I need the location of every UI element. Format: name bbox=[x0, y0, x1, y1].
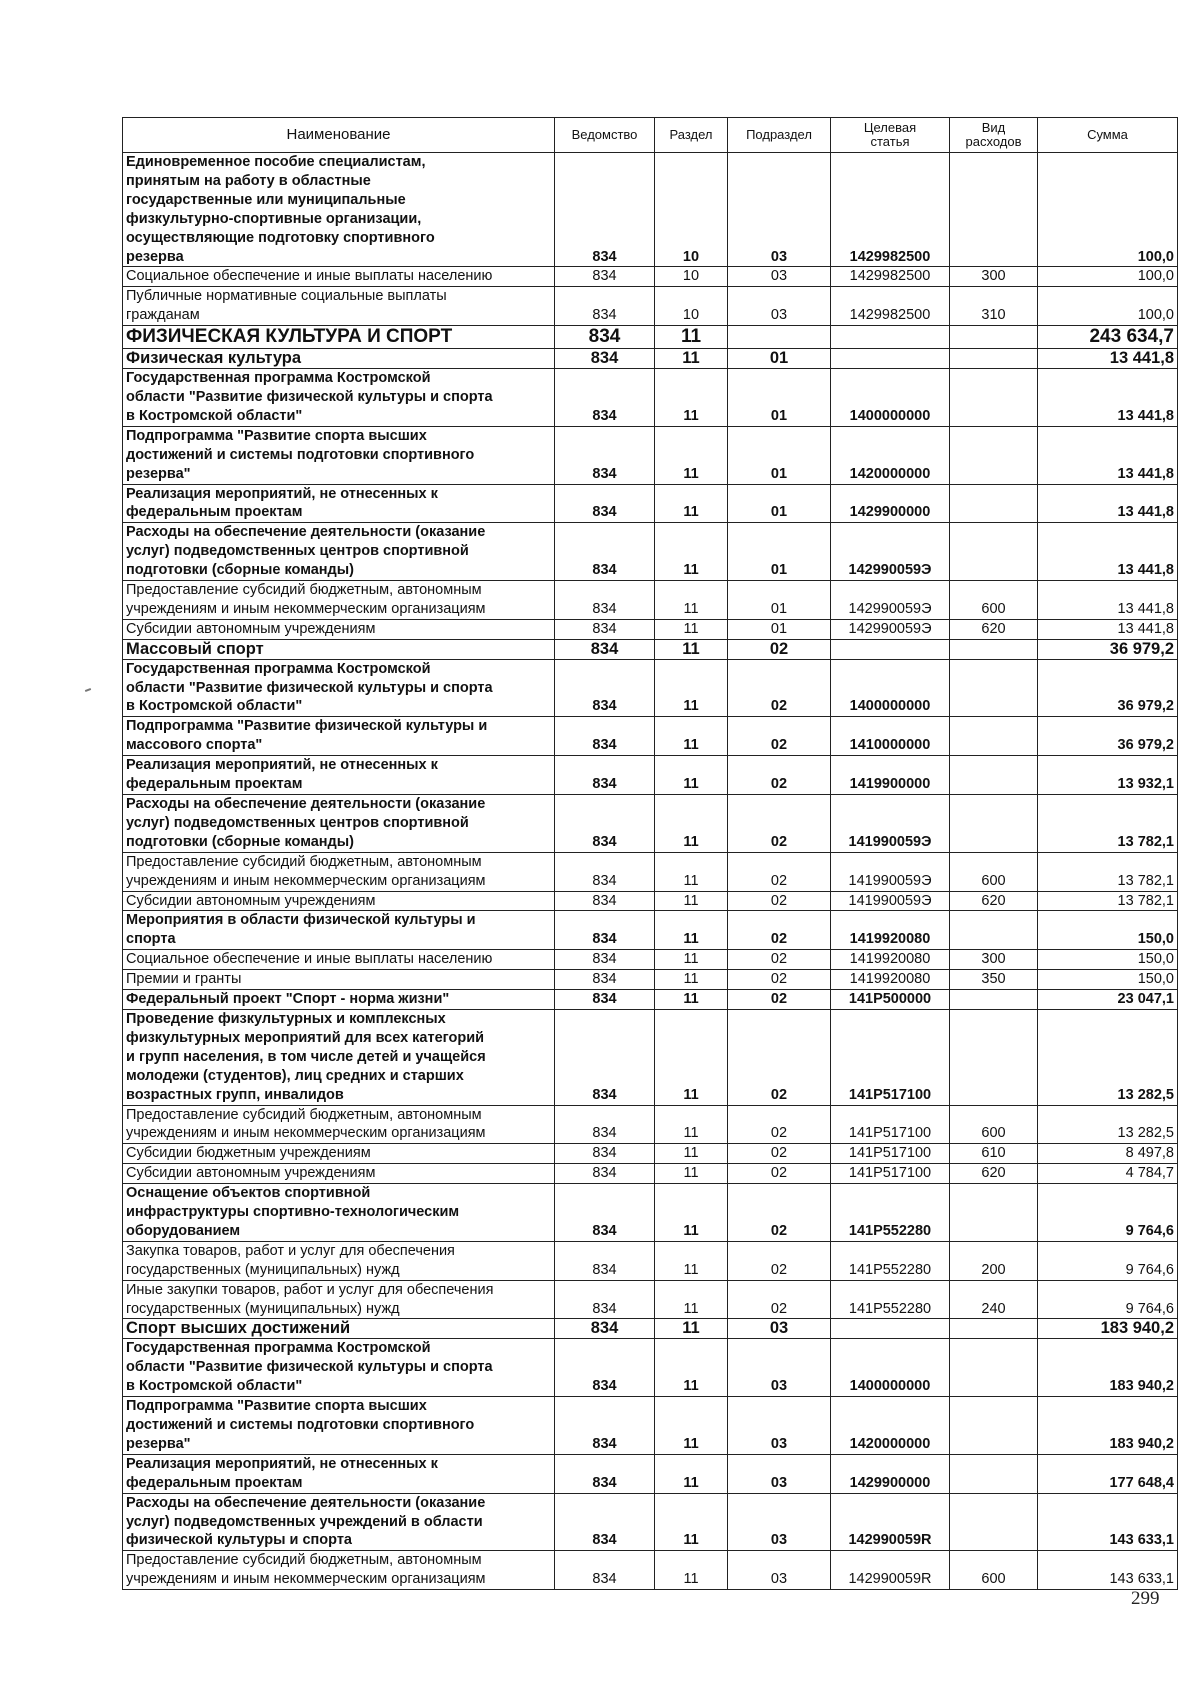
cell-section: 11 bbox=[655, 1339, 728, 1397]
cell-name: Спорт высших достижений bbox=[123, 1319, 555, 1339]
cell-subsection: 02 bbox=[728, 970, 831, 990]
cell-section: 11 bbox=[655, 1009, 728, 1105]
cell-sum: 183 940,2 bbox=[1038, 1339, 1178, 1397]
cell-section: 11 bbox=[655, 639, 728, 659]
cell-sum: 143 633,1 bbox=[1038, 1551, 1178, 1590]
cell-target-article: 141990059Э bbox=[831, 852, 950, 891]
cell-section: 11 bbox=[655, 1280, 728, 1319]
table-row bbox=[123, 1339, 1178, 1397]
cell-name: Реализация мероприятий, не отнесенных к федеральным проектам bbox=[123, 756, 555, 795]
cell-name: Иные закупки товаров, работ и услуг для обеспечения государственных (муниципальных) нужд bbox=[123, 1280, 555, 1319]
table-row bbox=[123, 717, 1178, 756]
cell-sum: 13 282,5 bbox=[1038, 1105, 1178, 1144]
cell-expense-type: 600 bbox=[950, 581, 1038, 620]
cell-target-article: 141P552280 bbox=[831, 1184, 950, 1242]
cell-name: Предоставление субсидий бюджетным, автономным учреждениям и иным некоммерческим организациям bbox=[123, 581, 555, 620]
cell-section: 10 bbox=[655, 153, 728, 267]
cell-expense-type: 610 bbox=[950, 1144, 1038, 1164]
cell-section: 11 bbox=[655, 990, 728, 1010]
cell-sum: 23 047,1 bbox=[1038, 990, 1178, 1010]
cell-sum: 100,0 bbox=[1038, 153, 1178, 267]
cell-section: 10 bbox=[655, 267, 728, 287]
cell-name: Субсидии автономным учреждениям bbox=[123, 1164, 555, 1184]
cell-section: 11 bbox=[655, 1105, 728, 1144]
cell-subsection bbox=[728, 326, 831, 349]
table-row bbox=[123, 523, 1178, 581]
cell-expense-type bbox=[950, 523, 1038, 581]
table-row bbox=[123, 990, 1178, 1010]
cell-department: 834 bbox=[555, 153, 655, 267]
cell-section: 11 bbox=[655, 484, 728, 523]
cell-expense-type: 600 bbox=[950, 852, 1038, 891]
cell-department: 834 bbox=[555, 1164, 655, 1184]
cell-department: 834 bbox=[555, 369, 655, 427]
table-row bbox=[123, 349, 1178, 369]
cell-section: 11 bbox=[655, 1454, 728, 1493]
cell-target-article bbox=[831, 1319, 950, 1339]
cell-sum: 13 441,8 bbox=[1038, 484, 1178, 523]
cell-name: Подпрограмма "Развитие физической культуры и массового спорта" bbox=[123, 717, 555, 756]
cell-subsection: 01 bbox=[728, 349, 831, 369]
table-row bbox=[123, 1454, 1178, 1493]
cell-target-article: 142990059Э bbox=[831, 619, 950, 639]
table-body bbox=[123, 153, 1178, 1590]
cell-target-article: 1420000000 bbox=[831, 426, 950, 484]
cell-name: Единовременное пособие специалистам, принятым на работу в областные государственные или муниципальные физкультурно-спортивные организации, осуществляющие подготовку спортивного резерва bbox=[123, 153, 555, 267]
cell-subsection: 03 bbox=[728, 267, 831, 287]
cell-name: Расходы на обеспечение деятельности (оказание услуг) подведомственных учреждений в области физической культуры и спорта bbox=[123, 1493, 555, 1551]
cell-department: 834 bbox=[555, 349, 655, 369]
cell-target-article: 1429982500 bbox=[831, 287, 950, 326]
cell-section: 11 bbox=[655, 369, 728, 427]
table-row bbox=[123, 891, 1178, 911]
cell-section: 11 bbox=[655, 1184, 728, 1242]
cell-expense-type bbox=[950, 1009, 1038, 1105]
cell-department: 834 bbox=[555, 717, 655, 756]
cell-sum: 8 497,8 bbox=[1038, 1144, 1178, 1164]
table-row bbox=[123, 1105, 1178, 1144]
cell-sum: 150,0 bbox=[1038, 950, 1178, 970]
cell-subsection: 03 bbox=[728, 1397, 831, 1455]
table-row bbox=[123, 153, 1178, 267]
cell-target-article: 141P552280 bbox=[831, 1241, 950, 1280]
cell-target-article: 141990059Э bbox=[831, 891, 950, 911]
table-row bbox=[123, 911, 1178, 950]
table-row bbox=[123, 659, 1178, 717]
cell-target-article bbox=[831, 326, 950, 349]
cell-subsection: 02 bbox=[728, 950, 831, 970]
cell-expense-type: 600 bbox=[950, 1105, 1038, 1144]
cell-section: 11 bbox=[655, 1397, 728, 1455]
cell-department: 834 bbox=[555, 891, 655, 911]
cell-target-article: 142990059Э bbox=[831, 523, 950, 581]
cell-expense-type bbox=[950, 659, 1038, 717]
table-row bbox=[123, 369, 1178, 427]
cell-subsection: 02 bbox=[728, 1241, 831, 1280]
header-section: Раздел bbox=[655, 118, 728, 153]
cell-expense-type bbox=[950, 153, 1038, 267]
table-row bbox=[123, 1551, 1178, 1590]
cell-expense-type: 200 bbox=[950, 1241, 1038, 1280]
cell-department: 834 bbox=[555, 287, 655, 326]
cell-subsection: 01 bbox=[728, 369, 831, 427]
table-row bbox=[123, 287, 1178, 326]
cell-name: Расходы на обеспечение деятельности (оказание услуг) подведомственных центров спортивной подготовки (сборные команды) bbox=[123, 523, 555, 581]
table-row bbox=[123, 267, 1178, 287]
cell-sum: 13 282,5 bbox=[1038, 1009, 1178, 1105]
cell-subsection: 01 bbox=[728, 484, 831, 523]
cell-sum: 150,0 bbox=[1038, 970, 1178, 990]
cell-section: 11 bbox=[655, 1241, 728, 1280]
cell-department: 834 bbox=[555, 1493, 655, 1551]
cell-target-article bbox=[831, 349, 950, 369]
header-department: Ведомство bbox=[555, 118, 655, 153]
budget-table bbox=[122, 117, 1178, 1590]
cell-section: 11 bbox=[655, 349, 728, 369]
cell-sum: 36 979,2 bbox=[1038, 659, 1178, 717]
cell-section: 11 bbox=[655, 970, 728, 990]
cell-name: Физическая культура bbox=[123, 349, 555, 369]
cell-name: Федеральный проект "Спорт - норма жизни" bbox=[123, 990, 555, 1010]
cell-subsection: 01 bbox=[728, 523, 831, 581]
cell-department: 834 bbox=[555, 1551, 655, 1590]
cell-expense-type bbox=[950, 369, 1038, 427]
cell-target-article: 1419920080 bbox=[831, 950, 950, 970]
cell-target-article: 1419920080 bbox=[831, 911, 950, 950]
cell-section: 11 bbox=[655, 1164, 728, 1184]
cell-department: 834 bbox=[555, 852, 655, 891]
cell-name: Субсидии бюджетным учреждениям bbox=[123, 1144, 555, 1164]
header-name: Наименование bbox=[123, 118, 555, 153]
header-target-article-text: Целевая статья bbox=[863, 120, 917, 149]
table-row bbox=[123, 484, 1178, 523]
cell-expense-type bbox=[950, 1319, 1038, 1339]
cell-name: Субсидии автономным учреждениям bbox=[123, 619, 555, 639]
table-row bbox=[123, 326, 1178, 349]
cell-target-article: 141P517100 bbox=[831, 1009, 950, 1105]
cell-department: 834 bbox=[555, 1105, 655, 1144]
cell-department: 834 bbox=[555, 523, 655, 581]
page-number: 299 bbox=[1131, 1588, 1160, 1609]
cell-name: Государственная программа Костромской области "Развитие физической культуры и спорта в Костромской области" bbox=[123, 1339, 555, 1397]
cell-department: 834 bbox=[555, 1397, 655, 1455]
cell-expense-type bbox=[950, 990, 1038, 1010]
cell-name: Проведение физкультурных и комплексных физкультурных мероприятий для всех категорий и групп населения, в том числе детей и учащейся молодежи (студентов), лиц средних и старших возрастных групп, инвалидов bbox=[123, 1009, 555, 1105]
cell-name: Расходы на обеспечение деятельности (оказание услуг) подведомственных центров спортивной подготовки (сборные команды) bbox=[123, 795, 555, 853]
cell-sum: 100,0 bbox=[1038, 267, 1178, 287]
cell-department: 834 bbox=[555, 1319, 655, 1339]
cell-section: 11 bbox=[655, 659, 728, 717]
cell-target-article: 141990059Э bbox=[831, 795, 950, 853]
cell-expense-type bbox=[950, 756, 1038, 795]
cell-subsection: 02 bbox=[728, 1009, 831, 1105]
cell-expense-type bbox=[950, 326, 1038, 349]
scan-speck bbox=[85, 688, 91, 692]
cell-department: 834 bbox=[555, 795, 655, 853]
cell-sum: 13 441,8 bbox=[1038, 349, 1178, 369]
cell-department: 834 bbox=[555, 756, 655, 795]
cell-expense-type: 600 bbox=[950, 1551, 1038, 1590]
cell-expense-type bbox=[950, 426, 1038, 484]
cell-target-article: 141P552280 bbox=[831, 1280, 950, 1319]
cell-subsection: 02 bbox=[728, 1144, 831, 1164]
table-row bbox=[123, 852, 1178, 891]
table-row bbox=[123, 1164, 1178, 1184]
header-expense-type-text: Вид расходов bbox=[965, 120, 1022, 149]
table-row bbox=[123, 1144, 1178, 1164]
cell-name: Мероприятия в области физической культуры и спорта bbox=[123, 911, 555, 950]
cell-target-article bbox=[831, 639, 950, 659]
cell-expense-type: 300 bbox=[950, 267, 1038, 287]
cell-subsection: 01 bbox=[728, 619, 831, 639]
cell-section: 11 bbox=[655, 911, 728, 950]
cell-sum: 9 764,6 bbox=[1038, 1280, 1178, 1319]
cell-expense-type bbox=[950, 349, 1038, 369]
cell-name: Массовый спорт bbox=[123, 639, 555, 659]
cell-sum: 9 764,6 bbox=[1038, 1241, 1178, 1280]
cell-sum: 13 441,8 bbox=[1038, 523, 1178, 581]
cell-department: 834 bbox=[555, 1184, 655, 1242]
header-row bbox=[123, 118, 1178, 153]
table-row bbox=[123, 1184, 1178, 1242]
cell-target-article: 1410000000 bbox=[831, 717, 950, 756]
cell-name: Социальное обеспечение и иные выплаты населению bbox=[123, 950, 555, 970]
cell-subsection: 03 bbox=[728, 1454, 831, 1493]
cell-department: 834 bbox=[555, 484, 655, 523]
table-header bbox=[123, 118, 1178, 153]
cell-name: Подпрограмма "Развитие спорта высших достижений и системы подготовки спортивного резерва" bbox=[123, 1397, 555, 1455]
cell-department: 834 bbox=[555, 1339, 655, 1397]
cell-name: ФИЗИЧЕСКАЯ КУЛЬТУРА И СПОРТ bbox=[123, 326, 555, 349]
cell-department: 834 bbox=[555, 1454, 655, 1493]
cell-section: 11 bbox=[655, 891, 728, 911]
cell-sum: 13 782,1 bbox=[1038, 852, 1178, 891]
cell-subsection: 03 bbox=[728, 1319, 831, 1339]
cell-target-article: 141P517100 bbox=[831, 1144, 950, 1164]
cell-department: 834 bbox=[555, 1280, 655, 1319]
header-expense-type bbox=[950, 118, 1038, 153]
cell-target-article: 1400000000 bbox=[831, 369, 950, 427]
cell-sum: 13 932,1 bbox=[1038, 756, 1178, 795]
cell-section: 11 bbox=[655, 756, 728, 795]
cell-department: 834 bbox=[555, 1241, 655, 1280]
cell-expense-type bbox=[950, 484, 1038, 523]
cell-expense-type: 620 bbox=[950, 891, 1038, 911]
table-row bbox=[123, 1241, 1178, 1280]
cell-name: Субсидии автономным учреждениям bbox=[123, 891, 555, 911]
cell-department: 834 bbox=[555, 267, 655, 287]
cell-sum: 13 782,1 bbox=[1038, 891, 1178, 911]
cell-target-article: 1420000000 bbox=[831, 1397, 950, 1455]
cell-target-article: 142990059R bbox=[831, 1551, 950, 1590]
cell-target-article: 1400000000 bbox=[831, 659, 950, 717]
cell-sum: 243 634,7 bbox=[1038, 326, 1178, 349]
cell-expense-type bbox=[950, 911, 1038, 950]
cell-subsection: 02 bbox=[728, 659, 831, 717]
cell-subsection: 03 bbox=[728, 287, 831, 326]
header-sum: Сумма bbox=[1038, 118, 1178, 153]
cell-subsection: 03 bbox=[728, 1493, 831, 1551]
cell-sum: 36 979,2 bbox=[1038, 717, 1178, 756]
cell-target-article: 1429900000 bbox=[831, 484, 950, 523]
cell-target-article: 1400000000 bbox=[831, 1339, 950, 1397]
cell-name: Социальное обеспечение и иные выплаты населению bbox=[123, 267, 555, 287]
table-row bbox=[123, 795, 1178, 853]
cell-subsection: 02 bbox=[728, 990, 831, 1010]
cell-expense-type bbox=[950, 1397, 1038, 1455]
cell-subsection: 02 bbox=[728, 852, 831, 891]
cell-subsection: 03 bbox=[728, 153, 831, 267]
cell-sum: 36 979,2 bbox=[1038, 639, 1178, 659]
cell-subsection: 02 bbox=[728, 1164, 831, 1184]
table-row bbox=[123, 426, 1178, 484]
cell-subsection: 01 bbox=[728, 426, 831, 484]
table-row bbox=[123, 619, 1178, 639]
cell-section: 11 bbox=[655, 523, 728, 581]
cell-section: 11 bbox=[655, 717, 728, 756]
cell-department: 834 bbox=[555, 1009, 655, 1105]
cell-section: 10 bbox=[655, 287, 728, 326]
cell-sum: 13 782,1 bbox=[1038, 795, 1178, 853]
cell-department: 834 bbox=[555, 581, 655, 620]
table-row bbox=[123, 970, 1178, 990]
table-row bbox=[123, 950, 1178, 970]
cell-name: Государственная программа Костромской области "Развитие физической культуры и спорта в Костромской области" bbox=[123, 659, 555, 717]
cell-section: 11 bbox=[655, 619, 728, 639]
cell-sum: 13 441,8 bbox=[1038, 619, 1178, 639]
cell-name: Предоставление субсидий бюджетным, автономным учреждениям и иным некоммерческим организациям bbox=[123, 1105, 555, 1144]
cell-name: Публичные нормативные социальные выплаты гражданам bbox=[123, 287, 555, 326]
cell-section: 11 bbox=[655, 795, 728, 853]
cell-department: 834 bbox=[555, 426, 655, 484]
cell-target-article: 141P517100 bbox=[831, 1164, 950, 1184]
table-row bbox=[123, 639, 1178, 659]
cell-target-article: 142990059Э bbox=[831, 581, 950, 620]
cell-sum: 4 784,7 bbox=[1038, 1164, 1178, 1184]
cell-target-article: 142990059R bbox=[831, 1493, 950, 1551]
cell-target-article: 1429982500 bbox=[831, 153, 950, 267]
cell-department: 834 bbox=[555, 950, 655, 970]
cell-department: 834 bbox=[555, 326, 655, 349]
cell-sum: 177 648,4 bbox=[1038, 1454, 1178, 1493]
cell-section: 11 bbox=[655, 1319, 728, 1339]
cell-name: Реализация мероприятий, не отнесенных к федеральным проектам bbox=[123, 1454, 555, 1493]
table-row bbox=[123, 1319, 1178, 1339]
cell-department: 834 bbox=[555, 970, 655, 990]
cell-subsection: 02 bbox=[728, 1105, 831, 1144]
cell-subsection: 03 bbox=[728, 1551, 831, 1590]
cell-section: 11 bbox=[655, 1551, 728, 1590]
cell-sum: 183 940,2 bbox=[1038, 1319, 1178, 1339]
cell-section: 11 bbox=[655, 1144, 728, 1164]
cell-target-article: 1419900000 bbox=[831, 756, 950, 795]
cell-target-article: 141P500000 bbox=[831, 990, 950, 1010]
cell-subsection: 02 bbox=[728, 1280, 831, 1319]
cell-expense-type bbox=[950, 1454, 1038, 1493]
table-row bbox=[123, 756, 1178, 795]
cell-expense-type bbox=[950, 639, 1038, 659]
cell-sum: 143 633,1 bbox=[1038, 1493, 1178, 1551]
cell-subsection: 03 bbox=[728, 1339, 831, 1397]
cell-name: Государственная программа Костромской области "Развитие физической культуры и спорта в Костромской области" bbox=[123, 369, 555, 427]
cell-sum: 13 441,8 bbox=[1038, 426, 1178, 484]
table-row bbox=[123, 1493, 1178, 1551]
cell-expense-type: 620 bbox=[950, 1164, 1038, 1184]
cell-name: Реализация мероприятий, не отнесенных к федеральным проектам bbox=[123, 484, 555, 523]
cell-expense-type bbox=[950, 1493, 1038, 1551]
cell-section: 11 bbox=[655, 581, 728, 620]
cell-department: 834 bbox=[555, 911, 655, 950]
table-row bbox=[123, 1280, 1178, 1319]
cell-target-article: 141P517100 bbox=[831, 1105, 950, 1144]
cell-sum: 183 940,2 bbox=[1038, 1397, 1178, 1455]
cell-expense-type: 240 bbox=[950, 1280, 1038, 1319]
table-row bbox=[123, 1009, 1178, 1105]
cell-expense-type: 620 bbox=[950, 619, 1038, 639]
cell-name: Предоставление субсидий бюджетным, автономным учреждениям и иным некоммерческим организациям bbox=[123, 852, 555, 891]
cell-subsection: 02 bbox=[728, 639, 831, 659]
cell-department: 834 bbox=[555, 990, 655, 1010]
cell-target-article: 1429982500 bbox=[831, 267, 950, 287]
cell-department: 834 bbox=[555, 639, 655, 659]
cell-sum: 13 441,8 bbox=[1038, 369, 1178, 427]
cell-section: 11 bbox=[655, 426, 728, 484]
cell-target-article: 1419920080 bbox=[831, 970, 950, 990]
cell-name: Оснащение объектов спортивной инфраструктуры спортивно-технологическим оборудованием bbox=[123, 1184, 555, 1242]
cell-section: 11 bbox=[655, 852, 728, 891]
cell-section: 11 bbox=[655, 950, 728, 970]
cell-subsection: 02 bbox=[728, 891, 831, 911]
header-target-article bbox=[831, 118, 950, 153]
cell-department: 834 bbox=[555, 659, 655, 717]
cell-expense-type: 310 bbox=[950, 287, 1038, 326]
cell-expense-type bbox=[950, 1184, 1038, 1242]
cell-section: 11 bbox=[655, 1493, 728, 1551]
cell-subsection: 02 bbox=[728, 1184, 831, 1242]
cell-sum: 100,0 bbox=[1038, 287, 1178, 326]
cell-name: Закупка товаров, работ и услуг для обеспечения государственных (муниципальных) нужд bbox=[123, 1241, 555, 1280]
cell-expense-type: 350 bbox=[950, 970, 1038, 990]
cell-target-article: 1429900000 bbox=[831, 1454, 950, 1493]
document-page bbox=[122, 117, 1177, 1590]
cell-name: Предоставление субсидий бюджетным, автономным учреждениям и иным некоммерческим организациям bbox=[123, 1551, 555, 1590]
cell-department: 834 bbox=[555, 619, 655, 639]
cell-subsection: 02 bbox=[728, 795, 831, 853]
cell-expense-type: 300 bbox=[950, 950, 1038, 970]
cell-expense-type bbox=[950, 717, 1038, 756]
cell-sum: 13 441,8 bbox=[1038, 581, 1178, 620]
table-row bbox=[123, 1397, 1178, 1455]
cell-name: Премии и гранты bbox=[123, 970, 555, 990]
cell-sum: 9 764,6 bbox=[1038, 1184, 1178, 1242]
table-row bbox=[123, 581, 1178, 620]
cell-section: 11 bbox=[655, 326, 728, 349]
cell-expense-type bbox=[950, 1339, 1038, 1397]
cell-subsection: 02 bbox=[728, 756, 831, 795]
cell-subsection: 01 bbox=[728, 581, 831, 620]
cell-expense-type bbox=[950, 795, 1038, 853]
header-subsection: Подраздел bbox=[728, 118, 831, 153]
cell-sum: 150,0 bbox=[1038, 911, 1178, 950]
cell-subsection: 02 bbox=[728, 911, 831, 950]
cell-department: 834 bbox=[555, 1144, 655, 1164]
cell-name: Подпрограмма "Развитие спорта высших достижений и системы подготовки спортивного резерва" bbox=[123, 426, 555, 484]
cell-subsection: 02 bbox=[728, 717, 831, 756]
